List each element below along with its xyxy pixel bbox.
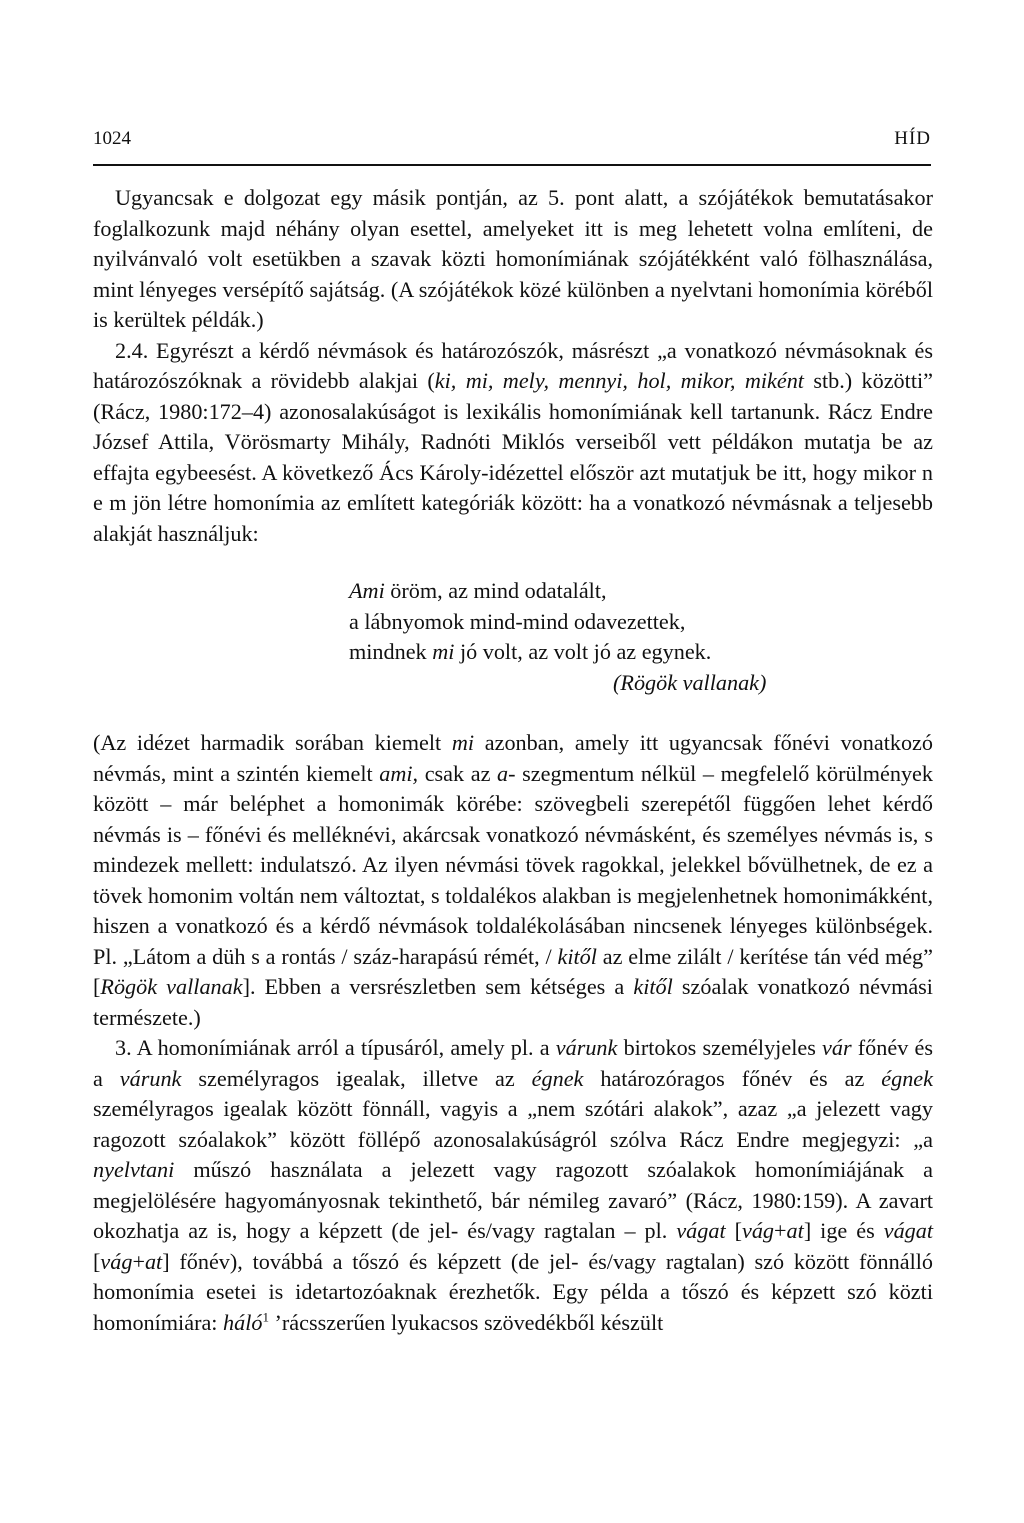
text-run: [ (93, 1248, 101, 1274)
poem-source: (Rögök vallanak) (613, 669, 767, 695)
text-run: [ (725, 1218, 742, 1243)
text-run: öröm, az mind odatalált, (384, 578, 607, 603)
text-run: szegmentum nélkül – megfelelő körülmények között – már beléphet a homonimák körébe: szövegbeli szerepétől függően lehet kérdő névmás is – főnévi és melléknévi, akárcsak vonatkozó névmásként, és személyes névmás is, s mindezek mellett: indulatszó. Az ilyen névmási tövek ragokkal, jelekkel bővülhetnek, de ez a tövek homonim voltán nem változtat, s toldalékos alakban is megjelenhetnek homonimákként, hiszen a vonatkozó és a kérdő névmások toldalékolásában nincsenek lényeges különbségek. Pl. „Látom a düh s a rontás / száz-harapású rémét, / (93, 760, 934, 969)
text-run: jó volt, az volt jó az egynek. (454, 639, 712, 664)
text-run: műszó használata a jelezett vagy ragozott szóalakok homonímiájának a megjelölésére hagyományosnak tekinthető, bár némileg zavaró” (Rácz, 1980:159). A zavart okozhatja az is, hogy a képzett (de jel- és/vagy ragtalan – pl. (93, 1157, 933, 1243)
italic-run: mi (451, 730, 475, 755)
text-run: mindnek (349, 639, 433, 664)
italic-run: vág (100, 1248, 133, 1274)
text-run: személyragos igealak, illetve az (181, 1065, 532, 1091)
text-run: birtokos személyjeles (617, 1035, 823, 1060)
italic-run: várunk (119, 1065, 182, 1091)
text-run: határozóragos főnév és az (583, 1065, 882, 1091)
italic-run: vágat (883, 1218, 934, 1243)
italic-run: Rögök vallanak (100, 974, 243, 999)
text-run: 2.4. Egyrészt a kérdő névmások és határozószók, másrészt „a vonatkozó névmásoknak és határozószóknak a rövidebb alakjai ( (93, 337, 933, 393)
italic-run: a- (497, 760, 516, 786)
text-run: ] főnév), továbbá a tőszó és képzett (de jel- és/vagy ragtalan) szó között fönnálló homonímia esetei is idetartozóaknak érezhetők. Egy példa a tőszó és képzett szó közti homonímiára: (93, 1248, 933, 1335)
italic-run: égnek (531, 1065, 584, 1091)
italic-run: vágat (676, 1218, 726, 1243)
italic-run: vár (822, 1035, 852, 1060)
text-run: + (774, 1218, 787, 1243)
text-run: azonban, amely itt ugyancsak főnévi vonatkozó névmás, mint a szintén kiemelt (93, 730, 933, 786)
body-text (93, 183, 933, 1338)
italic-run: kitől (633, 974, 673, 999)
italic-run: kitől (557, 943, 597, 969)
text-run: az elme zilált / kerítése tán véd még” [ (93, 943, 933, 999)
text-run: (Az idézet harmadik sorában kiemelt (93, 730, 452, 755)
footnote-marker: 1 (262, 1309, 269, 1325)
italic-run: ami, (379, 760, 419, 786)
text-run: stb.) közötti” (Rácz, 1980:172–4) azonosalakúságot is lexikális homonímiának kell tartanunk. Rácz Endre József Attila, Vörösmarty Mihály, Radnóti Miklós verseiből vett példákon mutatja be az effajta egybeesést. A következő Ács Károly-idézettel először azt mutatjuk be itt, hogy mikor n e m jön létre homonímia az említett kategóriák között: ha a vonatkozó névmásnak a teljesebb alakját használjuk: (93, 368, 933, 546)
italic-run: mi (432, 639, 455, 664)
italic-run: at (786, 1218, 804, 1243)
text-run: ]. Ebben a versrészletben sem kétséges a (242, 974, 634, 999)
text-run: 3. A homonímiának arról a típusáról, amely pl. a (115, 1035, 556, 1060)
text-run: ] ige és (803, 1218, 884, 1243)
page-number: 1024 (93, 128, 131, 149)
poem-quote (349, 576, 933, 698)
paragraph-4 (93, 1033, 933, 1338)
text-run: + (132, 1248, 145, 1274)
italic-run: háló (223, 1309, 263, 1335)
text-run: csak az (418, 760, 498, 786)
text-run: ’rácsszerűen lyukacsos szövedékből készült (268, 1309, 664, 1335)
text-run: személyragos igealak között fönnáll, vagyis a „nem szótári alakok”, azaz „a jelezett vagy ragozott szóalakok” között föllépő azonosalakúságról szólva Rácz Endre megjegyzi: „a (93, 1096, 933, 1152)
header-rule (93, 164, 931, 166)
italic-run: at (144, 1248, 163, 1274)
paragraph-3 (93, 728, 933, 1033)
italic-run: vág (741, 1218, 775, 1243)
text-run: szóalak vonatkozó névmási természete.) (93, 974, 933, 1030)
poem-line-1 (349, 576, 933, 607)
italic-run: várunk (555, 1035, 618, 1060)
paragraph-2 (93, 336, 933, 550)
paragraph-1: Ugyancsak e dolgozat egy másik pontján, az 5. pont alatt, a szójátékok bemutatásakor foglalkozunk majd néhány olyan esettel, amelyeket itt is meg lehetett volna említeni, de nyilvánvaló volt esetükben a szavak közti homonímiának szójátékként való fölhasználása, mint lényeges versépítő sajátság. (A szójátékok közé különben a nyelvtani homonímia köréből is kerültek példák.) (93, 185, 933, 332)
text-run: főnév és a (93, 1035, 933, 1091)
italic-run: égnek (881, 1065, 933, 1091)
italic-run: ki, mi, mely, mennyi, hol, mikor, miként (434, 368, 804, 393)
italic-run: Ami (349, 578, 385, 603)
poem-line-3 (349, 637, 933, 668)
journal-title: HÍD (894, 128, 931, 149)
running-header (93, 128, 931, 158)
italic-run: nyelvtani (93, 1157, 175, 1182)
poem-line-2: a lábnyomok mind-mind odavezettek, (349, 608, 686, 634)
